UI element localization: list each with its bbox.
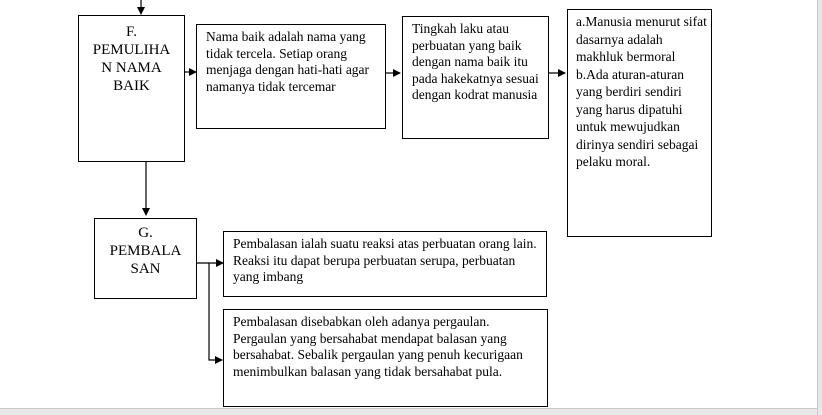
- page-right-edge: [817, 0, 822, 415]
- node-g-title: G. PEMBALA SAN: [109, 225, 182, 277]
- arrow-g-to-cause: [209, 263, 222, 360]
- node-f-pemulihan-nama-baik: [78, 15, 185, 162]
- node-f-behavior: [402, 16, 549, 139]
- node-f-title: F. PEMULIHA N NAMA BAIK: [92, 24, 171, 94]
- node-f-points-text: a.Manusia menurut sifat dasarnya adalah makhluk bermoral b.Ada aturan-aturan yang berdiri sendiri yang harus dipatuhi untuk mewujudkan dirinya sendiri sebagai pelaku moral.: [576, 14, 707, 169]
- node-f-points: [567, 9, 712, 237]
- node-g-cause: [223, 309, 548, 407]
- node-f-definition-text: Nama baik adalah nama yang tidak tercela. Setiap orang menjaga dengan hati-hati agar namanya tidak tercemar: [206, 29, 370, 94]
- node-g-definition: [223, 231, 547, 297]
- node-g-pembalasan: [94, 218, 197, 299]
- node-f-definition: [196, 24, 386, 129]
- node-g-cause-text: Pembalasan disebabkan oleh adanya pergaulan. Pergaulan yang bersahabat mendapat balasan yang bersahabat. Sebalik pergaulan yang penuh kecurigaan menimbulkan balasan yang tidak bersahabat pula.: [233, 314, 523, 379]
- node-f-behavior-text: Tingkah laku atau perbuatan yang baik dengan nama baik itu pada hakekatnya sesuai dengan kodrat manusia: [412, 21, 539, 102]
- page-bottom-edge: [0, 408, 822, 415]
- node-g-definition-text: Pembalasan ialah suatu reaksi atas perbuatan orang lain. Reaksi itu dapat berupa perbuatan serupa, perbuatan yang imbang: [233, 236, 537, 284]
